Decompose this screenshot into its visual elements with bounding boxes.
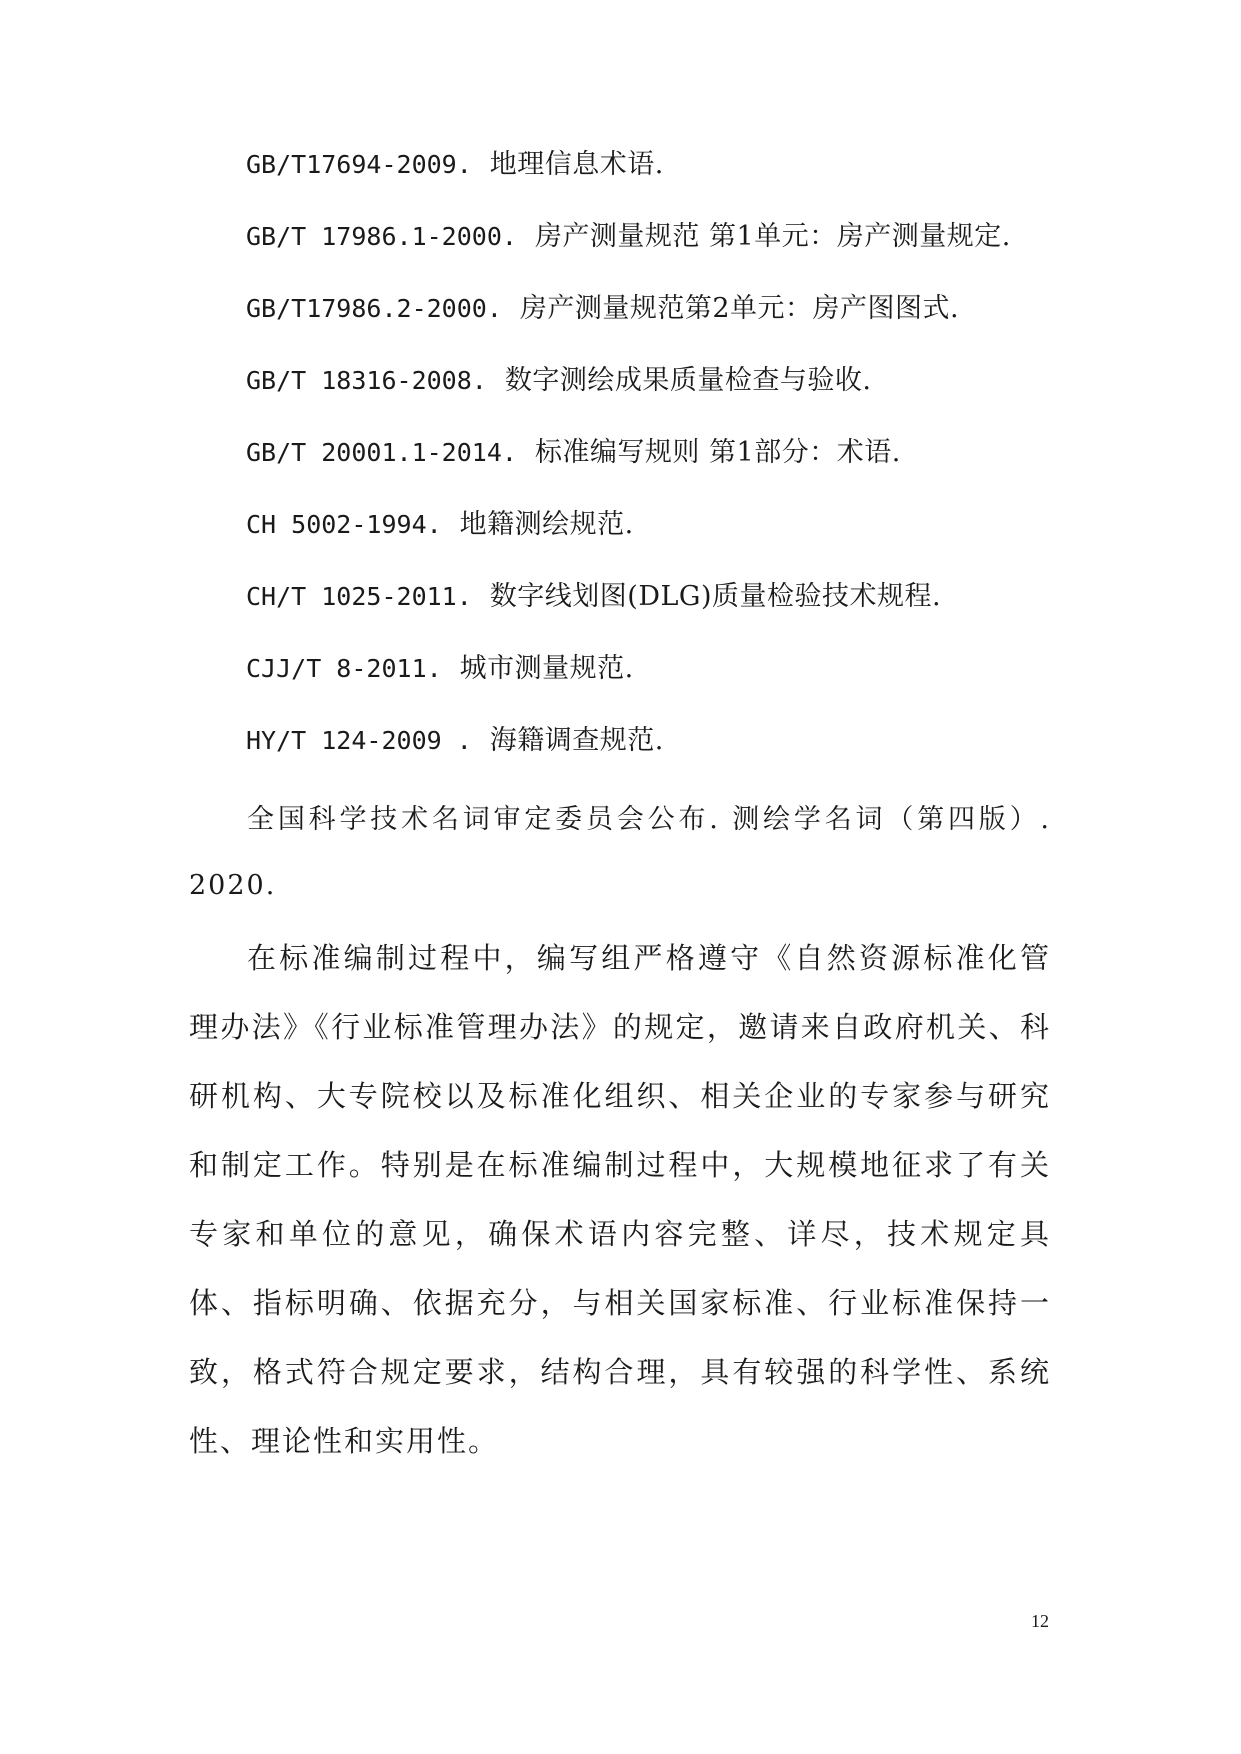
body-paragraph: 在标准编制过程中，编写组严格遵守《自然资源标准化管理办法》《行业标准管理办法》的规定，邀请来自政府机关、科研机构、大专院校以及标准化组织、相关企业的专家参与研究和制定工作。特别是在标准编制过程中，大规模地征求了有关专家和单位的意见，确保术语内容完整、详尽，技术规定具体、指标明确、依据充分，与相关国家标准、行业标准保持一致，格式符合规定要求，结构合理，具有较强的科学性、系统性、理论性和实用性。 bbox=[189, 941, 1051, 1458]
reference-title: 海籍调查规范. bbox=[489, 725, 664, 756]
reference-code: CJJ/T 8-2011. bbox=[246, 654, 442, 683]
reference-title: 地籍测绘规范. bbox=[459, 509, 634, 540]
reference-item bbox=[246, 724, 664, 758]
reference-code: GB/T17694-2009. bbox=[246, 150, 472, 179]
reference-title: 房产测量规范 第1单元：房产测量规定. bbox=[534, 221, 1011, 252]
reference-code: GB/T 17986.1-2000. bbox=[246, 222, 517, 251]
reference-code: CH 5002-1994. bbox=[246, 510, 442, 539]
reference-item bbox=[246, 436, 901, 470]
reference-code: GB/T 18316-2008. bbox=[246, 366, 487, 395]
reference-title: 地理信息术语. bbox=[489, 149, 664, 180]
reference-title: 数字测绘成果质量检查与验收. bbox=[504, 365, 872, 396]
reference-title: 标准编写规则 第1部分：术语. bbox=[534, 437, 901, 468]
reference-item bbox=[246, 148, 664, 182]
reference-item bbox=[246, 292, 959, 326]
reference-item bbox=[246, 220, 1011, 254]
page-number: 12 bbox=[1031, 1611, 1049, 1631]
reference-title: 城市测量规范. bbox=[459, 653, 634, 684]
reference-code: CH/T 1025-2011. bbox=[246, 582, 472, 611]
reference-publication: 全国科学技术名词审定委员会公布. 测绘学名词（第四版）. 2020. bbox=[189, 804, 1051, 901]
reference-code: HY/T 124-2009 . bbox=[246, 726, 472, 755]
reference-code: GB/T17986.2-2000. bbox=[246, 294, 502, 323]
reference-code: GB/T 20001.1-2014. bbox=[246, 438, 517, 467]
reference-item bbox=[246, 508, 634, 542]
reference-title: 数字线划图(DLG)质量检验技术规程. bbox=[489, 581, 942, 612]
reference-item bbox=[246, 364, 871, 398]
reference-item bbox=[246, 652, 634, 686]
reference-title: 房产测量规范第2单元：房产图图式. bbox=[519, 293, 960, 324]
reference-item bbox=[246, 580, 941, 614]
